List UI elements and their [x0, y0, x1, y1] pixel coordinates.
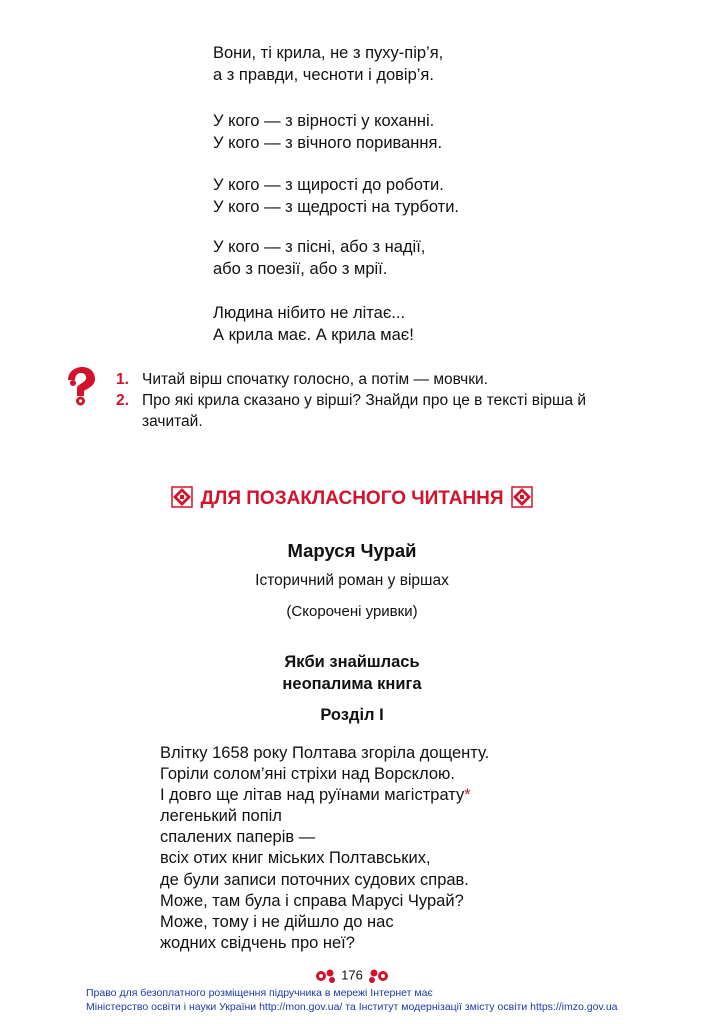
prose-line: всіх отих книг міських Полтавських, [160, 849, 431, 868]
prose-line: жодних свідчень про неї? [160, 933, 355, 952]
chapter-title-line: неопалима книга [282, 675, 422, 693]
work-note: (Скорочені уривки) [286, 603, 418, 620]
page-number-block [0, 967, 704, 985]
poem-line: Вони, ті крила, не з пуху-пір’я, [213, 44, 444, 62]
questions-list [116, 369, 656, 432]
page-number: 176 [341, 967, 363, 983]
question-text: Про які крила сказано у вірші? Знайди про це в тексті вірша й [142, 392, 587, 409]
question-item [116, 390, 656, 432]
question-number: 2. [116, 392, 129, 409]
footnote-mark: * [464, 786, 471, 805]
prose-line: легенький попіл [160, 807, 282, 826]
section-heading-text: ДЛЯ ПОЗАКЛАСНОГО ЧИТАННЯ [200, 488, 504, 509]
footer-line: Міністерство освіти і науки України http://mon.gov.ua/ та Інститут модернізації змісту освіти https://imzo.gov.ua [86, 1001, 618, 1013]
question-text: Читай вірш спочатку голосно, а потім — мовчки. [142, 371, 488, 388]
poem-line: У кого — з щирості до роботи. [213, 176, 444, 194]
prose-line-text: І довго ще літав над руїнами магістрату [160, 786, 465, 805]
poem-line: А крила має. А крила має! [213, 326, 414, 344]
work-title: Маруся Чурай [287, 540, 417, 561]
poem-stanza [213, 236, 653, 280]
ornament-icon [170, 485, 194, 509]
prose-line: спалених паперів — [160, 828, 316, 847]
poem-line: а з правди, чесноти і довір’я. [213, 66, 434, 84]
question-number: 1. [116, 371, 129, 388]
page-ornament-icon [366, 967, 390, 985]
prose-block [160, 743, 620, 954]
chapter-title-line: Якби знайшлась [284, 653, 420, 671]
prose-line: Може, там була і справа Марусі Чурай? [160, 891, 464, 910]
poem-stanza [213, 174, 653, 218]
question-icon [62, 366, 98, 406]
question-text-continued: зачитай. [142, 413, 203, 430]
poem-stanza [213, 110, 653, 154]
poem-line: У кого — з щедрості на турботи. [213, 198, 460, 216]
footer-notice [86, 986, 686, 1014]
prose-line: Горіли солом’яні стріхи над Ворсклою. [160, 765, 455, 784]
section-heading [0, 484, 704, 514]
question-item [116, 369, 656, 390]
work-subtitle: Історичний роман у віршах [255, 572, 449, 589]
prose-line: Влітку 1658 року Полтава згоріла дощенту. [160, 744, 490, 762]
footer-line: Право для безоплатного розміщення підручника в мережі Інтернет має [86, 987, 433, 999]
section-title: Розділ I [320, 706, 384, 724]
poem-line: Людина нібито не літає... [213, 304, 406, 322]
prose-line: де були записи поточних судових справ. [160, 870, 469, 889]
ornament-icon [510, 485, 534, 509]
poem-line: У кого — з пісні, або з надії, [213, 238, 426, 256]
prose-line: Може, тому і не дійшло до нас [160, 912, 394, 931]
chapter-title [0, 651, 704, 695]
poem-line: або з поезії, або з мрії. [213, 260, 388, 278]
poem-line: У кого — з вірності у коханні. [213, 112, 435, 130]
poem-line: У кого — з вічного поривання. [213, 134, 443, 152]
prose-line [160, 785, 620, 806]
poem-stanza [213, 42, 653, 86]
page-ornament-icon [314, 967, 338, 985]
poem-stanza [213, 302, 653, 346]
